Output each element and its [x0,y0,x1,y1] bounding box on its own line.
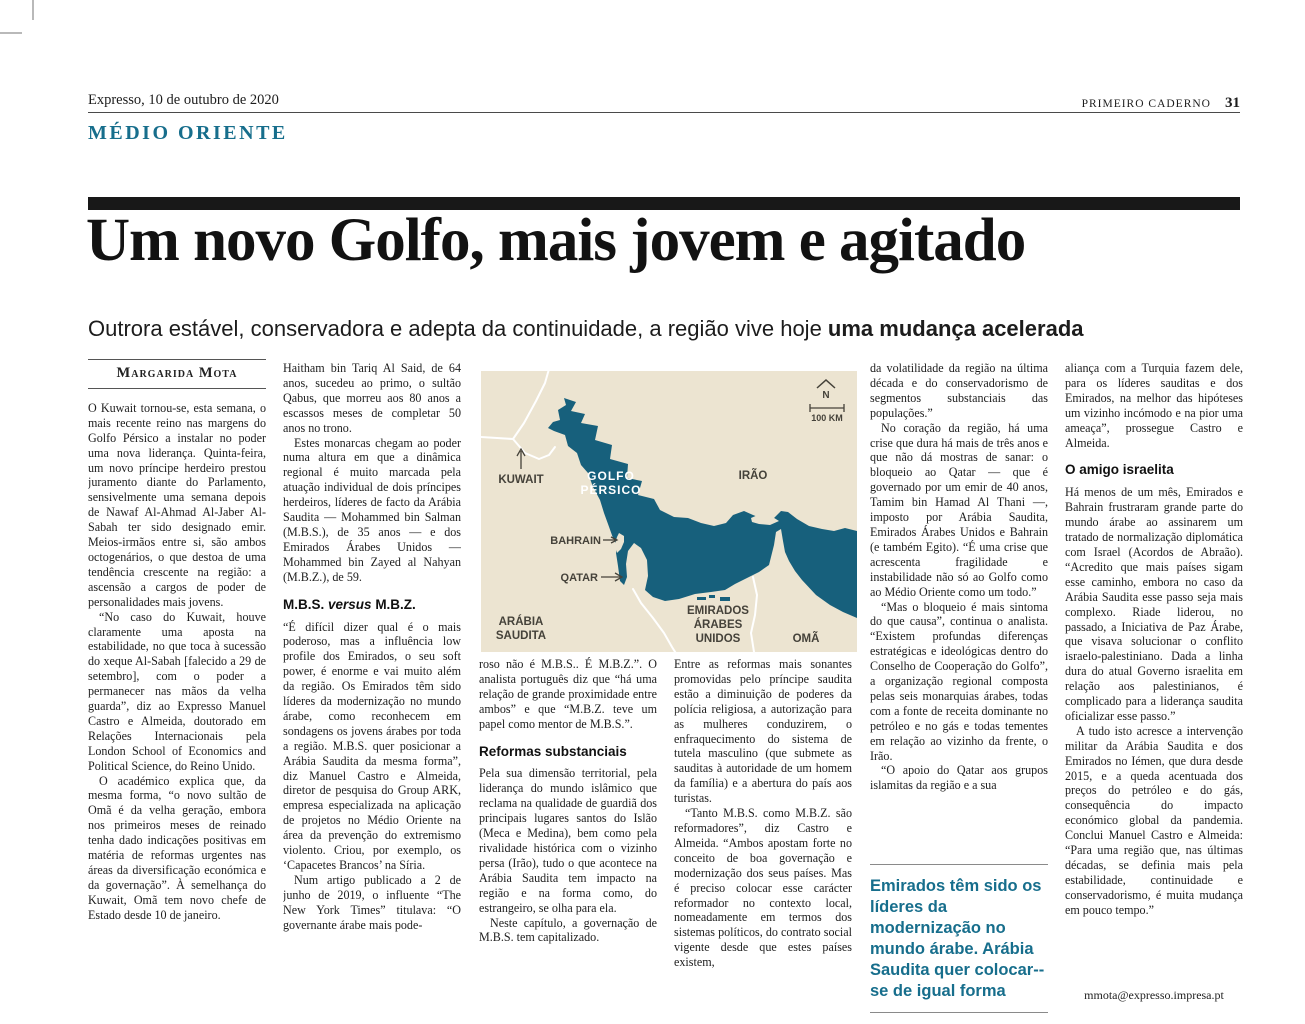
pull-quote: Emirados têm sido os líderes da modernização no mundo árabe. Arábia Saudita quer colocar--se de igual forma [870,864,1048,1013]
map-land [481,371,857,652]
byline: Margarida Mota [88,359,266,389]
label-uae-1: EMIRADOS [687,605,749,617]
paragraph: Haitham bin Tariq Al Said, de 64 anos, sucedeu ao primo, o sultão Qabus, que morreu aos 80 anos a escassos meses de completar 50 anos no trono. [283,361,461,435]
crosshead-part: M.B.Z. [371,596,416,612]
article-column-3 [479,657,657,1024]
label-uae-2: ÁRABES [693,619,743,631]
article-column-6 [1065,361,1243,983]
deck [88,316,1248,342]
paragraph: Pela sua dimensão territorial, pela liderança do mundo islâmico que reclama na qualidade de guardiã dos principais lugares santos do Islão (Meca e Medina), bem como pela rivalidade histórica com o vizinho persa (Irão), tudo o que acontece na Arábia Saudita tem impacto na região e na forma como, do estrangeiro, se olha para ela. [479,766,657,915]
header-rule [88,112,1240,113]
label-qatar: QATAR [560,572,598,584]
article-column-4 [674,657,852,1024]
article-column-5 [870,361,1048,861]
paragraph: da volatilidade da região na última década e do conservadorismo de segmentos substanciais das populações.” [870,361,1048,420]
paragraph: O Kuwait tornou-se, esta semana, o mais recente reino nas margens do Golfo Pérsico a instalar no poder uma nova liderança. Quinta-feira, um novo príncipe herdeiro prestou juramento diante do Parlamento, sensivelmente uma semana depois de Nawaf Al-Ahmad Al-Jaber Al-Sabah ter sido designado emir. Meios-irmãos entre si, são ambos octogenários, o que destoa de uma tendência crescente na região: a ascensão a cargos de poder de personalidades mais jovens. [88,400,266,609]
folio [940,94,1240,112]
crosshead-italic: versus [328,596,372,612]
label-saudi-1: ARÁBIA [498,616,544,628]
paragraph: Há menos de um mês, Emirados e Bahrain frustraram grande parte do mundo árabe ao assinarem um tratado de normalização diplomática com Israel (Acordos de Abraão). “Acredito que mais países sigam esse caminho, embora no caso da Arábia Saudita esse passo seja mais complexo. Riade liderou, no passado, a Iniciativa de Paz Árabe, que visava solucionar o conflito israelo-palestiniano. Dada a linha dura do atual Governo israelita em relação aos palestinianos, é complicado para a liderança saudita oficializar esse passo.” [1065,485,1243,723]
article-column-1 [88,357,266,1021]
label-gulf-2: PÉRSICO [580,483,642,497]
scale-label: 100 KM [811,413,843,423]
paragraph: Num artigo publicado a 2 de junho de 2019, o influente “The New York Times” titulava: “O governante árabe mais pode- [283,872,461,932]
crosshead-reformas: Reformas substanciais [479,743,627,759]
crosshead-amigo-israelita: O amigo israelita [1065,462,1174,478]
deck-regular: Outrora estável, conservadora e adepta da continuidade, a região vive hoje [88,316,828,341]
page-number: 31 [1225,95,1240,111]
paragraph: Entre as reformas mais sonantes promovidas pelo príncipe saudita estão a diminuição de poderes da polícia religiosa, a autorização para as mulheres conduzirem, o enfraquecimento do sistema de tutela masculino (que submete as sauditas à autoridade de um homem da família) e a abertura do país aos turistas. [674,657,852,806]
paragraph: roso não é M.B.S.. É M.B.Z.”. O analista português diz que “há uma relação de grande proximidade entre ambos” e que “M.B.Z. teve um papel como mentor de M.B.S.”. [479,657,657,731]
article-column-2 [283,361,461,1021]
crosshead-mbs-vs-mbz [283,598,461,613]
paragraph: No coração da região, há uma crise que dura há mais de três anos e que não dá mostras de sanar: o bloqueio ao Qatar — que é governado por um emir de 40 anos, Tamim bin Hamad Al Thani —, imposto por Arábia Saudita, Emirados Árabes Unidos e Bahrain (e também Egito). “É uma crise que acrescenta fragilidade e instabilidade não só ao Golfo como ao Médio Oriente como um todo.” [870,420,1048,599]
label-uae-3: UNIDOS [695,633,741,645]
section-kicker: MÉDIO ORIENTE [88,122,288,144]
paragraph: “O apoio do Qatar aos grupos islamitas da região e a sua [870,763,1048,793]
label-oman: OMÃ [792,633,820,645]
persian-gulf-map [481,371,857,652]
crop-mark-vertical [32,0,34,20]
deck-bold: uma mudança acelerada [827,316,1084,341]
paragraph: aliança com a Turquia fazem dele, para os líderes sauditas e dos Emirados, na melhor das hipóteses um vizinho incómodo e na pior uma ameaça”, prossegue Castro e Almeida. [1065,361,1243,450]
section-name: PRIMEIRO CADERNO [1081,98,1211,110]
label-iran: IRÃO [738,470,768,482]
label-gulf-1: GOLFO [587,469,635,483]
paragraph: Neste capítulo, a governação de M.B.S. tem capitalizado. [479,915,657,945]
label-saudi-2: SAUDITA [495,630,547,642]
headline: Um novo Golfo, mais jovem e agitado [86,207,1026,274]
edition-date: Expresso, 10 de outubro de 2020 [88,92,279,108]
crop-mark-horizontal [0,32,22,34]
paragraph: O académico explica que, da mesma forma, “o novo sultão de Omã é da velha geração, embora nos primeiros meses de reinado tenha dado indicações positivas em matéria de reformas urgentes nas áreas da diversificação económica e da governação”. À semelhança do Kuwait, Omã tem novo chefe de Estado desde 10 de janeiro. [88,773,266,922]
paragraph: Estes monarcas chegam ao poder numa altura em que a dinâmica regional é muito marcada pela atuação individual de dois príncipes herdeiros, líderes de facto da Arábia Saudita — Mohammed bin Salman (M.B.S.), de 35 anos — e dos Emirados Árabes Unidos — Mohammed bin Zayed al Nahyan (M.B.Z.), de 59. [283,435,461,584]
compass-north-label: N [822,390,830,401]
label-bahrain: BAHRAIN [550,535,601,547]
paragraph: “Mas o bloqueio é mais sintoma do que causa”, continua o analista. “Existem profundas diferenças estratégicas e ideológicas dentro do Conselho de Cooperação do Golfo”, a organização regional composta pelas seis monarquias árabes, todas com a fonte de receita dominante no petróleo e no gás e todas tementes em relação ao vizinho da frente, o Irão. [870,599,1048,763]
paragraph: A tudo isto acresce a intervenção militar da Arábia Saudita e dos Emirados no Iémen, que dura desde 2015, e a queda acentuada dos preços do petróleo e do gás, consequência do impacto económico global da pandemia. Conclui Manuel Castro e Almeida: “Para uma região que, nas últimas décadas, se definia mais pela estabilidade, continuidade e conservadorismo, é muita mudança em pouco tempo.” [1065,723,1243,917]
paragraph: “No caso do Kuwait, houve claramente uma aposta na estabilidade, no que toca à sucessão do xeque Al-Sabah [falecido a 29 de setembro], com o poder a permanecer nas mãos da velha guarda”, diz ao Expresso Manuel Castro e Almeida, doutorado em Relações Internacionais pela London School of Economics and Political Science, do Reino Unido. [88,609,266,773]
paragraph: “Tanto M.B.S. como M.B.Z. são reformadores”, diz Castro e Almeida. “Ambos apostam forte no conceito de boa governação e modernização dos seus países. Mas é preciso colocar esse carácter reformador no contexto local, nomeadamente em termos dos sistemas políticos, do contrato social vigente desde que estes países existem, [674,806,852,970]
paragraph: “É difícil dizer qual é o mais poderoso, mas a influência low profile dos Emirados, o seu soft power, é enorme e vai muito além da região. Os Emirados têm sido líderes da modernização no mundo árabe, como reconhecem em sondagens os jovens árabes por toda a região. M.B.S. quer posicionar a Arábia Saudita da mesma forma”, diz Manuel Castro e Almeida, diretor de pesquisa do Group ARK, empresa especializada na aplicação de projetos no Médio Oriente na área da prevenção do extremismo violento. Criou, por exemplo, os ‘Capacetes Brancos’ na Síria. [283,619,461,872]
author-email: mmota@expresso.impresa.pt [1084,988,1224,1002]
crosshead-part: M.B.S. [283,596,329,612]
label-kuwait: KUWAIT [498,474,544,486]
